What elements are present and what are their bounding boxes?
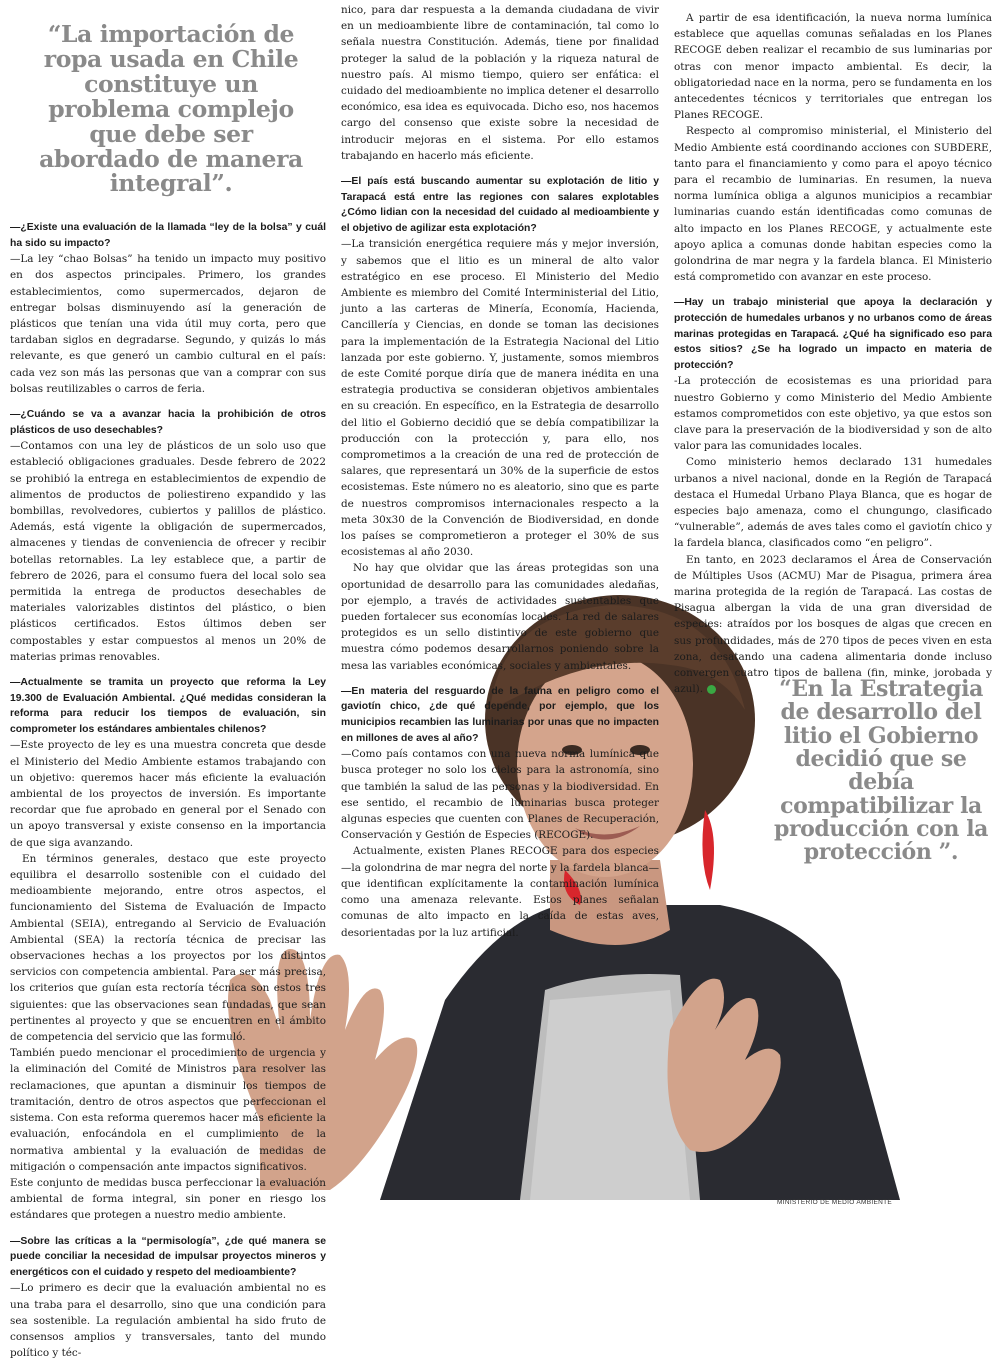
paragraph: Este conjunto de medidas busca perfeccionar la evaluación ambiental de forma integral, sin poner en riesgo los estándares que protegen a nuestro medio ambiente. bbox=[10, 1176, 326, 1222]
question: —¿Existe una evaluación de la llamada “ley de la bolsa” y cuál ha sido su impacto? bbox=[10, 222, 326, 249]
paragraph: Actualmente, existen Planes RECOGE para dos especies —la golondrina de mar negra del norte y la fardela blanca— que identifican explícitamente la contaminación lumínica como una amenaza relevante. Estos planes señalan comunas de alto impacto en la caída de estas aves, desorientadas por la luz artificial. bbox=[341, 845, 659, 939]
paragraph: No hay que olvidar que las áreas protegidas son una oportunidad de desarrollo para las comunidades aledañas, por ejemplo, a través de actividades sustentables que pueden fortalecer sus economías locales. La red de salares protegidos es un sello distintivo de este gobierno que muestra cómo podemos desarrollarnos poniendo sobre la mesa las variables económicas, sociales y ambientales. bbox=[341, 562, 659, 672]
paragraph: —La transición energética requiere más y mejor inversión, y sabemos que el litio es un mineral de alto valor estratégico en ese proceso. El Ministerio del Medio Ambiente es miembro del Comité Interministerial del Litio, junto a las carteras de Minería, Economía, Hacienda, Cancillería y Ciencias, en donde se toman las decisiones para la implementación de la Estrategia Nacional del Litio lanzada por este gobierno. Y, justamente, somos miembros de este Comité porque diría que de manera inédita en una estrategia productiva se consideran objetivos ambientales en su creación. En específico, en la Estrategia de desarrollo del litio el Gobierno decidió que se debía compatibilizar la producción con la protección y, para ello, nos comprometimos a la creación de una red de protección de salares, que representará un 30% de la superficie de estos ecosistemas. Este número no es aleatorio, sino que es parte de nuestros compromisos internacionales respecto a la meta 30x30 de la Convención de Biodiversidad, en donde los países se comprometieron a proteger el 30% de sus ecosistemas al año 2030. bbox=[341, 238, 659, 559]
paragraph: —Contamos con una ley de plásticos de un solo uso que estableció obligaciones graduales. Desde febrero de 2022 se prohibió la entrega en establecimientos de expendio de alimentos de productos de poliestireno expandido y las bombillas, revolvedores, cubiertos y palillos de plástico. Además, está vigente la obligación de supermercados, almacenes y tiendas de conveniencia de ofrecer y recibir botellas retornables. La ley establece que, a partir de febrero de 2026, para el consumo fuera del local solo sea permitida la entrega de productos desechables de materiales valorizables distintos del plástico, o bien plásticos certificados. Estos últimos deben ser compostables y estar compuestos al menos un 20% de materias primas renovables. bbox=[10, 440, 326, 663]
paragraph: Respecto al compromiso ministerial, el Ministerio del Medio Ambiente está coordinando acciones con SUBDERE, tanto para el financiamiento y como para el apoyo técnico para el recambio de luminarias. En resumen, la nueva norma lumínica obliga a algunos municipios a recambiar luminarias cuando están identificadas como comunas de alto impacto en los Planes RECOGE, y actualmente este apoyo aplica a comunas donde habitan especies como la golondrina de mar negra y la fardela blanca. El Ministerio está comprometido con avanzar en este proceso. bbox=[674, 125, 992, 284]
photo-credit: MINISTERIO DE MEDIO AMBIENTE bbox=[777, 1199, 892, 1206]
question: —Sobre las críticas a la “permisología”, ¿de qué manera se puede conciliar la necesidad de impulsar proyectos mineros y energéticos con el cuidado y respeto del medioambiente? bbox=[10, 1235, 326, 1278]
column-3 bbox=[674, 10, 992, 697]
paragraph: -La protección de ecosistemas es una prioridad para nuestro Gobierno y como Ministerio del Medio Ambiente estamos comprometidos con este objetivo, ya que estos son clave para la preservación de la biodiversidad y son de alto valor para las comunidades locales. bbox=[674, 375, 992, 453]
pull-quote-left: “La importación de ropa usada en Chile constituye un problema complejo que debe ser abordado de manera integral”. bbox=[39, 20, 303, 198]
question: —El país está buscando aumentar su explotación de litio y Tarapacá está entre las regiones con salares explotables ¿Cómo lidian con la necesidad del cuidado al medioambiente y el objetivo de agilizar esta explotación? bbox=[341, 176, 659, 234]
question: —Actualmente se tramita un proyecto que reforma la Ley 19.300 de Evaluación Ambiental. ¿Qué medidas consideran la reforma para reducir los tiempos de evaluación, sin comprometer los estándares ambientales chilenos? bbox=[10, 677, 326, 735]
paragraph: También puedo mencionar el procedimiento de urgencia y la eliminación del Comité de Ministros para resolver las reclamaciones, que apuntan a disminuir los tiempos de tramitación, dentro de otros aspectos que perfeccionan el sistema. Con esta reforma queremos hacer más eficiente la evaluación, enfocándola en el cumplimiento de la normativa ambiental y la evaluación de medidas de mitigación o compensación ante impactos significativos. bbox=[10, 1047, 326, 1173]
column-1 bbox=[10, 210, 326, 1361]
end-of-article-dot bbox=[707, 685, 716, 694]
question: —En materia del resguardo de la fauna en peligro como el gaviotín chico, ¿de qué depende, por ejemplo, que los municipios recambien las luminarias por unas que no impacten en millones de aves al año? bbox=[341, 685, 659, 744]
question: —Hay un trabajo ministerial que apoya la declaración y protección de humedales urbanos y no urbanos como de áreas marinas protegidas en Tarapacá. ¿Qué ha significado eso para estos sitios? ¿Se ha logrado un impacto en materia de protección? bbox=[674, 297, 992, 371]
paragraph: —La ley “chao Bolsas” ha tenido un impacto muy positivo en dos aspectos principales. Primero, los grandes establecimientos, como supermercados, dejaron de entregar bolsas disminuyendo así la generación de plásticos que tenían una vida útil muy corta, pero que tardaban siglos en degradarse. Segundo, y quizás lo más relevante, es que generó un cambio cultural en el país: cada vez son más las personas que van a comprar con sus bolsas reutilizables o carros de feria. bbox=[10, 253, 326, 395]
earring-right bbox=[702, 810, 714, 890]
paragraph: nico, para dar respuesta a la demanda ciudadana de vivir en un medioambiente libre de contaminación, tal como lo señala nuestra Constitución. Además, tiene por finalidad proteger la salud de la población y la riqueza natural de nuestro país. Al mismo tiempo, quiero ser enfática: el cuidado del medioambiente no implica detener el desarrollo económico, esa idea es equivocada. Dicho eso, nos hacemos cargo del consenso que existe sobre la necesidad de introducir mejoras en el sistema. Por ello estamos trabajando en hacerlo más eficiente. bbox=[341, 4, 659, 162]
paragraph: —Como país contamos con una nueva norma lumínica que busca proteger no solo los cielos para la astronomía, sino que también la salud de las personas y la biodiversidad. En ese sentido, el recambio de luminarias busca proteger algunas especies que cuenten con Planes de Recuperación, Conservación y Gestión de Especies (RECOGE). bbox=[341, 748, 659, 842]
paragraph: Como ministerio hemos declarado 131 humedales urbanos a nivel nacional, donde en la Región de Tarapacá destaca el Humedal Urbano Playa Blanca, que es hogar de especies bajo amenaza, como el chungungo, clasificado “vulnerable”, además de aves tales como el gaviotín chico y la fardela blanca, clasificados como “en peligro”. bbox=[674, 456, 992, 550]
question: —¿Cuándo se va a avanzar hacia la prohibición de otros plásticos de uso desechables? bbox=[10, 409, 326, 436]
pull-quote-right: “En la Estrategia de desarrollo del litio el Gobierno decidió que se debía compatibilizar la producción con la protección ”. bbox=[773, 676, 989, 866]
paragraph: A partir de esa identificación, la nueva norma lumínica establece que aquellas comunas señaladas en los Planes RECOGE deben realizar el recambio de sus luminarias por otras con menor impacto ambiental. Es decir, la obligatoriedad nace en la norma, pero se fundamenta en los antecedentes técnicos y territoriales que entregan los Planes RECOGE. bbox=[674, 12, 992, 122]
paragraph: En tanto, en 2023 declaramos el Área de Conservación de Múltiples Usos (ACMU) Mar de Pisagua, primera área marina protegida de la región de Tarapacá. Las costas de Pisagua albergan la vida de una gran diversidad de especies: atraídos por los bosques de algas que crecen en sus profundidades, más de 270 tipos de peces viven en esta zona, desatando una cadena alimentaria donde incluso convergen cuatro tipos de ballena (fin, minke, jorobada y azul). bbox=[674, 553, 992, 696]
paragraph: —Este proyecto de ley es una muestra concreta que desde el Ministerio del Medio Ambiente estamos trabajando con un objetivo: queremos hacer más eficiente la evaluación ambiental de los proyectos de inversión. Es importante recordar que fue aprobado en general por el Senado con un apoyo transversal y existe consenso en la importancia de que siga avanzando. bbox=[10, 739, 326, 849]
paragraph: En términos generales, destaco que este proyecto equilibra el desarrollo sostenible con el cuidado del medioambiente mejorando, entre otros aspectos, el funcionamiento del Sistema de Evaluación de Impacto Ambiental (SEIA), entregando al Servicio de Evaluación Ambiental (SEA) la rectoría técnica de precisar las observaciones hechas a los proyectos por los distintos servicios con competencia ambiental. Para ser más precisa, los criterios que guían esta rectoría técnica son estos tres siguientes: que las observaciones sean fundadas, que sean pertinentes al proyecto y que se encuentren en el ámbito de competencia del servicio que las formuló. bbox=[10, 852, 326, 1044]
column-2 bbox=[341, 2, 659, 941]
paragraph: —Lo primero es decir que la evaluación ambiental no es una traba para el desarrollo, sino que una condición para sea sostenible. La regulación ambiental ha sido fruto de consensos amplios y transversales, tanto del mundo político y téc- bbox=[10, 1282, 326, 1360]
